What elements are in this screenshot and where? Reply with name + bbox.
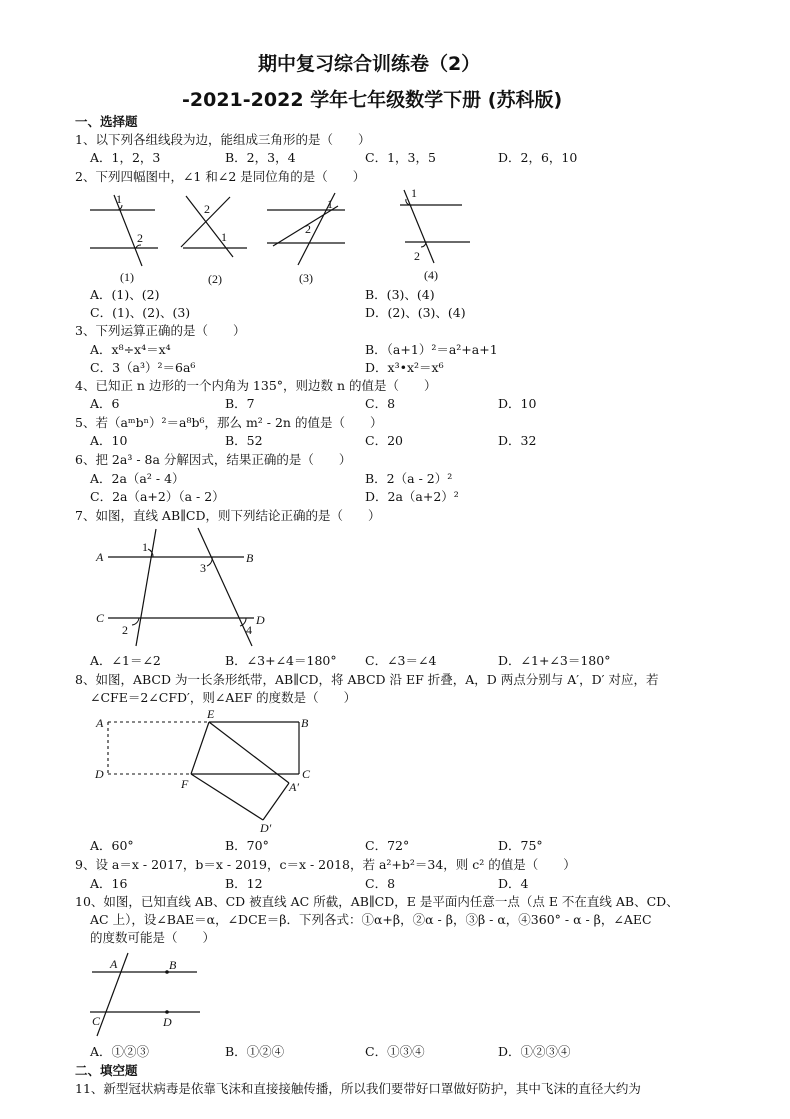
q8-option-d: D．75° (498, 838, 543, 853)
q8-label-C: C (302, 767, 311, 781)
q7-stem: 7、如图，直线 AB∥CD，则下列结论正确的是（ ） (75, 508, 381, 523)
q2-fig1-label-1: 1 (116, 192, 122, 206)
title-line-1: 期中复习综合训练卷（2） (258, 53, 481, 75)
q1-option-c: C．1，3，5 (365, 150, 436, 165)
q4-option-a: A．6 (90, 396, 120, 411)
q10-label-B: B (169, 958, 177, 972)
q8-stem-line-2: ∠CFE＝2∠CFD′，则∠AEF 的度数是（ ） (90, 690, 357, 705)
q5-stem: 5、若（aᵐbⁿ）²＝a⁸b⁶，那么 m² - 2n 的值是（ ） (75, 415, 383, 430)
q1-option-b: B．2，3，4 (225, 150, 296, 165)
q3-stem: 3、下列运算正确的是（ ） (75, 323, 246, 338)
q7-option-a: A．∠1＝∠2 (90, 653, 161, 668)
q1-option-a: A．1，2，3 (90, 150, 161, 165)
q10-option-b: B．①②④ (225, 1044, 285, 1059)
q8-label-E: E (207, 707, 215, 721)
q2-option-c: C．(1)、(2)、(3) (90, 305, 191, 320)
q9-option-a: A．16 (90, 876, 128, 891)
q6-stem: 6、把 2a³ - 8a 分解因式，结果正确的是（ ） (75, 452, 352, 467)
q9-stem: 9、设 a＝x - 2017，b＝x - 2019，c＝x - 2018，若 a²+b²＝34，则 c² 的值是（ ） (75, 857, 576, 872)
q2-fig4-label-2: 2 (414, 249, 420, 263)
q10-option-d: D．①②③④ (498, 1044, 571, 1059)
q2-option-a: A．(1)、(2) (90, 287, 160, 302)
title-line-2: -2021-2022 学年七年级数学下册 (苏科版) (182, 89, 563, 111)
q2-option-d: D．(2)、(3)、(4) (365, 305, 466, 320)
q10-label-A: A (110, 957, 118, 971)
q4-option-d: D．10 (498, 396, 537, 411)
q5-option-a: A．10 (90, 433, 128, 448)
q11-stem: 11、新型冠状病毒是依靠飞沫和直接接触传播，所以我们要带好口罩做好防护，其中飞沫的直径大约为 (75, 1081, 641, 1096)
q5-option-b: B．52 (225, 433, 263, 448)
q7-option-b: B．∠3+∠4＝180° (225, 653, 337, 668)
q4-option-b: B．7 (225, 396, 255, 411)
q3-option-a: A．x⁸÷x⁴＝x⁴ (90, 342, 171, 357)
q7-label-1: 1 (142, 540, 148, 554)
q10-stem-line-1: 10、如图，已知直线 AB、CD 被直线 AC 所截，AB∥CD，E 是平面内任意一点（点 E 不在直线 AB、CD、 (75, 894, 679, 909)
q9-option-d: D．4 (498, 876, 529, 891)
q8-option-a: A．60° (90, 838, 134, 853)
section-heading-choice: 一、选择题 (75, 114, 138, 129)
q2-fig4-caption: (4) (424, 268, 438, 282)
q3-option-b: B．（a+1）²＝a²+a+1 (365, 342, 498, 357)
q9-option-c: C．8 (365, 876, 396, 891)
q8-stem-line-1: 8、如图，ABCD 为一长条形纸带，AB∥CD，将 ABCD 沿 EF 折叠，A，D 两点分别与 A′，D′ 对应，若 (75, 672, 659, 687)
q8-label-B: B (301, 716, 309, 730)
q7-label-4: 4 (246, 623, 252, 637)
q2-fig3-label-1: 1 (327, 197, 333, 211)
q1-option-d: D．2，6，10 (498, 150, 578, 165)
q2-fig2-caption: (2) (208, 272, 222, 286)
q2-fig1-caption: (1) (120, 270, 134, 284)
q10-option-a: A．①②③ (90, 1044, 150, 1059)
q8-label-A: A (96, 716, 104, 730)
q7-option-d: D．∠1+∠3＝180° (498, 653, 611, 668)
q6-option-a: A．2a（a² - 4） (90, 471, 185, 486)
q10-label-D: D (163, 1015, 172, 1029)
q7-option-c: C．∠3＝∠4 (365, 653, 437, 668)
q7-label-C: C (96, 611, 105, 625)
q8-label-D-prime: D′ (260, 821, 272, 835)
q2-fig2-label-2: 2 (204, 202, 210, 216)
q10-label-C: C (92, 1014, 101, 1028)
q8-label-A-prime: A′ (289, 780, 299, 794)
q2-fig3-label-2: 2 (305, 222, 311, 236)
section-heading-fill: 二、填空题 (75, 1063, 138, 1078)
q3-option-d: D．x³•x²＝x⁶ (365, 360, 444, 375)
q6-option-d: D．2a（a+2）² (365, 489, 459, 504)
q3-option-c: C．3（a³）²＝6a⁶ (90, 360, 196, 375)
q7-label-A: A (96, 550, 104, 564)
q8-label-F: F (181, 777, 189, 791)
q4-stem: 4、已知正 n 边形的一个内角为 135°，则边数 n 的值是（ ） (75, 378, 437, 393)
q8-option-c: C．72° (365, 838, 410, 853)
q1-stem: 1、以下列各组线段为边，能组成三角形的是（ ） (75, 132, 371, 147)
q9-option-b: B．12 (225, 876, 263, 891)
q4-option-c: C．8 (365, 396, 396, 411)
q2-fig4-label-1: 1 (411, 186, 417, 200)
q2-fig1-label-2: 2 (137, 231, 143, 245)
q10-stem-line-3: 的度数可能是（ ） (90, 930, 216, 945)
q7-label-3: 3 (200, 561, 206, 575)
q8-option-b: B．70° (225, 838, 269, 853)
q2-option-b: B．(3)、(4) (365, 287, 435, 302)
q2-stem: 2、下列四幅图中，∠1 和∠2 是同位角的是（ ） (75, 169, 366, 184)
q10-stem-line-2: AC 上），设∠BAE＝α，∠DCE＝β．下列各式：①α+β，②α - β，③β - α，④360° - α - β，∠AEC (90, 912, 652, 927)
q5-option-d: D．32 (498, 433, 537, 448)
q6-option-c: C．2a（a+2）（a - 2） (90, 489, 225, 504)
q6-option-b: B．2（a - 2）² (365, 471, 453, 486)
q7-label-B: B (246, 551, 254, 565)
q7-label-D: D (256, 613, 265, 627)
q2-fig3-caption: (3) (299, 271, 313, 285)
q10-option-c: C．①③④ (365, 1044, 425, 1059)
q7-label-2: 2 (122, 623, 128, 637)
q8-label-D: D (95, 767, 104, 781)
q5-option-c: C．20 (365, 433, 403, 448)
q2-fig2-label-1: 1 (221, 230, 227, 244)
